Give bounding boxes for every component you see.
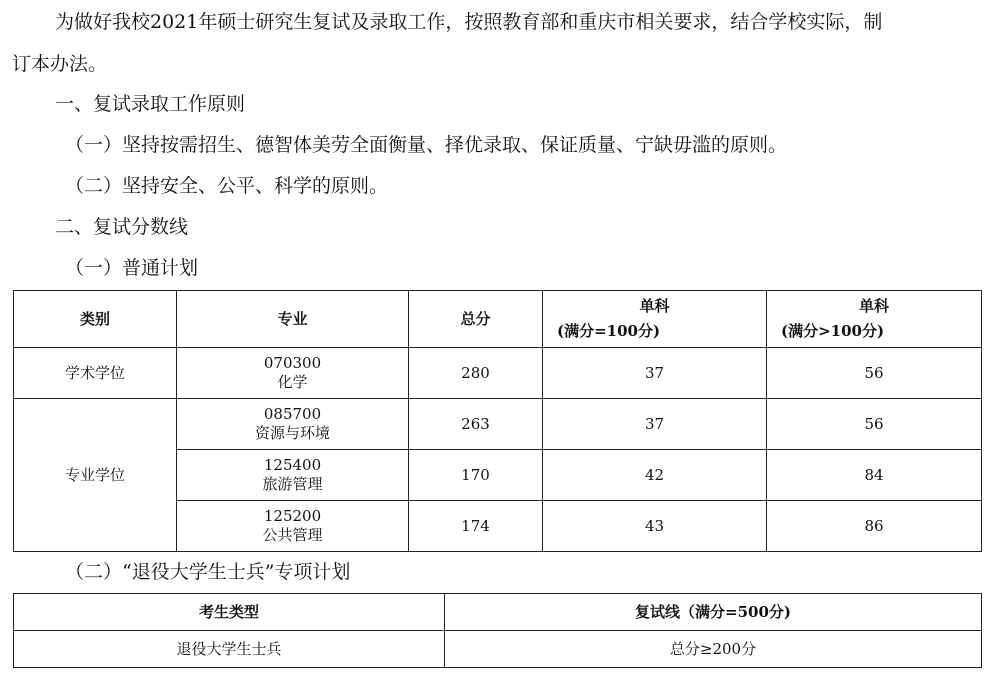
intro-line-2: 订本办法。 bbox=[12, 53, 108, 75]
header-single-over-100-bottom: (满分>100分) bbox=[781, 322, 885, 340]
cell-single-100: 43 bbox=[543, 501, 767, 552]
cell-single-over-100: 86 bbox=[767, 501, 982, 552]
table-header-row bbox=[14, 291, 982, 348]
subsection-1-title: （一）普通计划 bbox=[65, 257, 199, 279]
cell-total: 280 bbox=[409, 348, 543, 399]
score-line-table bbox=[13, 290, 982, 552]
header-retest-line: 复试线（满分=500分) bbox=[445, 594, 982, 631]
section-2-title: 二、复试分数线 bbox=[55, 216, 189, 238]
section-1-item-2: （二）坚持安全、公平、科学的原则。 bbox=[65, 175, 389, 197]
header-major: 专业 bbox=[177, 291, 409, 348]
cell-single-100: 37 bbox=[543, 348, 767, 399]
header-category: 类别 bbox=[14, 291, 177, 348]
header-total: 总分 bbox=[409, 291, 543, 348]
major-name: 公共管理 bbox=[262, 526, 323, 544]
header-candidate-type: 考生类型 bbox=[14, 594, 445, 631]
major-code: 085700 bbox=[263, 405, 322, 423]
cell-single-100: 42 bbox=[543, 450, 767, 501]
section-1-item-1: （一）坚持按需招生、德智体美劳全面衡量、择优录取、保证质量、宁缺毋滥的原则。 bbox=[65, 134, 788, 156]
table-row bbox=[14, 631, 982, 668]
table-row bbox=[14, 348, 982, 399]
cell-total: 170 bbox=[409, 450, 543, 501]
major-name: 旅游管理 bbox=[262, 475, 323, 493]
cell-major bbox=[177, 501, 409, 552]
major-name: 化学 bbox=[277, 373, 308, 391]
cell-single-over-100: 84 bbox=[767, 450, 982, 501]
header-single-100-top: 单科 bbox=[639, 297, 670, 315]
table-header-row bbox=[14, 594, 982, 631]
veteran-score-table bbox=[13, 593, 982, 668]
cell-major bbox=[177, 348, 409, 399]
cell-retest-line: 总分≥200分 bbox=[445, 631, 982, 668]
major-code: 125200 bbox=[263, 507, 322, 525]
cell-category: 学术学位 bbox=[14, 348, 177, 399]
cell-major bbox=[177, 399, 409, 450]
subsection-2-title: （二）“退役大学生士兵”专项计划 bbox=[65, 561, 351, 583]
cell-total: 263 bbox=[409, 399, 543, 450]
cell-category: 专业学位 bbox=[14, 399, 177, 552]
intro-line-1: 为做好我校2021年硕士研究生复试及录取工作，按照教育部和重庆市相关要求，结合学校实际，制 bbox=[55, 11, 883, 33]
cell-total: 174 bbox=[409, 501, 543, 552]
cell-candidate-type: 退役大学生士兵 bbox=[14, 631, 445, 668]
major-name: 资源与环境 bbox=[254, 424, 330, 442]
header-single-over-100 bbox=[767, 291, 982, 348]
cell-major bbox=[177, 450, 409, 501]
cell-single-100: 37 bbox=[543, 399, 767, 450]
major-code: 125400 bbox=[263, 456, 322, 474]
cell-single-over-100: 56 bbox=[767, 399, 982, 450]
cell-single-over-100: 56 bbox=[767, 348, 982, 399]
header-single-over-100-top: 单科 bbox=[858, 297, 889, 315]
table-row bbox=[14, 399, 982, 450]
header-single-100 bbox=[543, 291, 767, 348]
header-single-100-bottom: (满分=100分) bbox=[557, 322, 661, 340]
major-code: 070300 bbox=[263, 354, 322, 372]
section-1-title: 一、复试录取工作原则 bbox=[55, 93, 246, 115]
